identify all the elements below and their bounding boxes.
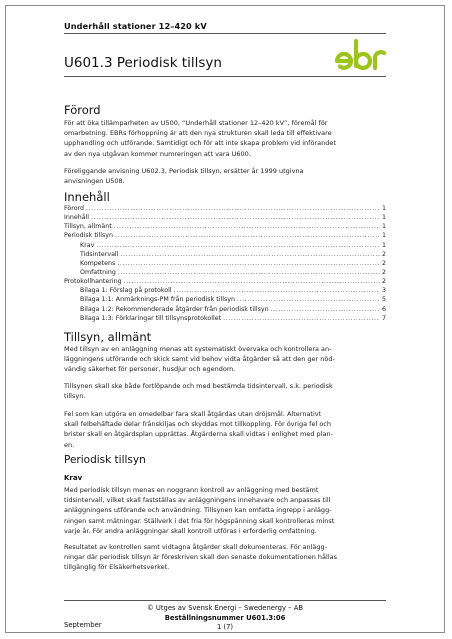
toc-row <box>64 241 386 250</box>
text-line: ningen samt mätningar. Ställverk i det fria för högspänning skall kontrolleras minst <box>64 516 335 525</box>
toc-entry-label: Periodisk tillsyn <box>64 232 114 240</box>
text-line: en. <box>64 440 75 449</box>
tillsyn-allmant-paragraph-2 <box>64 381 386 401</box>
toc-row <box>64 314 386 323</box>
toc-row <box>64 277 386 286</box>
header-top-rule <box>64 33 386 34</box>
ebr-logo <box>334 35 386 75</box>
text-line: Med tillsyn av en anläggning menas att systematiskt övervaka och kontrollera an- <box>64 345 332 353</box>
toc-row <box>64 204 386 213</box>
footer-order-number: Beställningsnummer U601.3:06 <box>164 614 286 622</box>
document-title: U601.3 Periodisk tillsyn <box>64 55 222 71</box>
footer-page-number: 1 (7) <box>216 623 234 631</box>
toc-entry-page: 5 <box>381 296 386 304</box>
text-line: Tillsynen skall ske både fortlöpande och med bestämda tidsintervall, s.k. periodisk <box>64 382 333 390</box>
toc-entry-label: Kompetens <box>80 259 116 267</box>
krav-heading: Krav <box>64 474 83 482</box>
toc-entry-label: Omfattning <box>80 268 116 276</box>
toc-leader-dots <box>117 259 380 268</box>
text-line: vändig säkerhet för personer, husdjur och egendom. <box>64 365 236 374</box>
toc-entry-page: 1 <box>381 214 386 222</box>
forord-heading: Förord <box>64 103 101 117</box>
footer-copyright: © Utges av Svensk Energi – Swedenergy – AB <box>146 604 304 612</box>
text-line: anläggningens utförande och användning. Tillsynen kan omfatta ingrepp i anlägg- <box>64 506 332 515</box>
toc-row <box>64 268 386 277</box>
toc-row <box>64 286 386 295</box>
toc-leader-dots <box>124 277 380 286</box>
forord-paragraph-2 <box>64 166 386 186</box>
toc-entry-page: 2 <box>381 278 386 286</box>
toc-entry-label: Bilaga 1: Förslag på protokoll <box>80 287 172 295</box>
tillsyn-allmant-paragraph-1 <box>64 344 386 375</box>
footer-month: September <box>64 621 102 629</box>
text-line: Resultatet av kontrollen samt vidtagna åtgärder skall dokumenteras. För anlägg- <box>64 543 327 551</box>
toc-leader-dots <box>115 231 380 240</box>
header-bottom-rule <box>64 76 386 77</box>
toc-entry-page: 1 <box>381 205 386 212</box>
toc-row <box>64 250 386 259</box>
toc-row <box>64 295 386 304</box>
toc-entry-page: 1 <box>381 223 386 231</box>
text-line: skall felbehäftade delar frånskiljas och skyddas mot tillkoppling. För övriga fel och <box>64 420 331 429</box>
krav-paragraph-2 <box>64 542 386 573</box>
krav-paragraph-1 <box>64 485 386 536</box>
toc-entry-page: 2 <box>381 259 386 267</box>
toc-entry-page: 7 <box>381 314 386 322</box>
toc-row <box>64 259 386 268</box>
toc-leader-dots <box>96 241 380 250</box>
toc-entry-page: 2 <box>381 250 386 258</box>
forord-paragraph-1 <box>64 118 386 159</box>
toc-leader-dots <box>223 314 380 323</box>
series-title: Underhåll stationer 12–420 kV <box>64 21 207 31</box>
toc-entry-label: Förord <box>64 205 85 212</box>
toc-entry-label: Tillsyn, allmänt <box>64 223 112 231</box>
periodisk-tillsyn-heading: Periodisk tillsyn <box>64 454 146 466</box>
toc-entry-page: 2 <box>381 268 386 276</box>
text-line: tidsintervall, vilket skall fastställas av anläggningens innehavare och anpassas till <box>64 496 331 505</box>
toc-entry-page: 6 <box>381 305 386 313</box>
text-line: läggningens utförande och skick samt vid behov vidta åtgärder så att den ger nöd- <box>64 355 335 364</box>
text-line: Föreliggande anvisning U602.3, Periodisk tillsyn, ersätter år 1999 utgivna <box>64 167 304 175</box>
toc-entry-label: Bilaga 1:1: Anmärknings-PM från periodisk tillsyn <box>80 296 235 304</box>
toc-leader-dots <box>86 204 380 213</box>
footer-rule <box>64 600 386 601</box>
toc-row <box>64 213 386 222</box>
text-line: varje år. För andra anläggningar skall kontroll utföras i erforderlig omfattning. <box>64 526 317 535</box>
text-line: anvisningen U508. <box>64 177 125 186</box>
toc-entry-page: 3 <box>381 287 386 295</box>
toc-row <box>64 222 386 231</box>
toc-leader-dots <box>174 286 380 295</box>
toc-leader-dots <box>118 268 380 277</box>
text-line: upphandling och utförande. Samtidigt och för att inte skapa problem vid införandet <box>64 139 336 148</box>
toc-entry-label: Krav <box>80 241 95 249</box>
toc-entry-page: 1 <box>381 241 386 249</box>
toc-leader-dots <box>237 295 380 304</box>
toc-row <box>64 305 386 314</box>
innehall-heading: Innehåll <box>64 190 110 204</box>
toc-leader-dots <box>114 222 380 231</box>
text-line: Med periodisk tillsyn menas en noggrann kontroll av anläggning med bestämt <box>64 486 319 494</box>
toc-entry-page: 1 <box>381 232 386 240</box>
text-line: tillgänglig för Elsäkerhetsverket. <box>64 563 170 572</box>
text-line: För att öka tillämparheten av U500, “Underhåll stationer 12–420 kV”, föremål för <box>64 119 328 127</box>
toc-entry-label: Tidsintervall <box>80 250 119 258</box>
text-line: brister skall en åtgärdsplan upprättas. Åtgärderna skall vidtas i enlighet med plan- <box>64 430 333 439</box>
toc-entry-label: Protokollhantering <box>64 278 122 286</box>
toc-leader-dots <box>271 305 380 314</box>
text-line: ningar där periodisk tillsyn är föreskriven skall den senaste dokumentationen hållas <box>64 553 338 562</box>
table-of-contents <box>64 204 386 323</box>
text-line: Fel som kan utgöra en omedelbar fara skall åtgärdas utan dröjsmål. Alternativt <box>64 410 322 418</box>
tillsyn-allmant-paragraph-3 <box>64 409 386 450</box>
toc-entry-label: Innehåll <box>64 214 90 222</box>
toc-row <box>64 231 386 240</box>
toc-leader-dots <box>120 250 380 259</box>
toc-entry-label: Bilaga 1:2: Rekommenderade åtgärder från periodisk tillsyn <box>80 305 269 313</box>
text-line: tillsyn. <box>64 392 86 401</box>
text-line: omarbetning. EBRs förhoppning är att den nya strukturen skall leda till effektivare <box>64 129 332 138</box>
text-line: av den nya utgåvan kommer numreringen att vara U600. <box>64 149 251 158</box>
tillsyn-allmant-heading: Tillsyn, allmänt <box>64 330 152 344</box>
toc-entry-label: Bilaga 1:3: Förklaringar till tillsynsprotokollet <box>80 314 222 322</box>
toc-leader-dots <box>91 213 380 222</box>
